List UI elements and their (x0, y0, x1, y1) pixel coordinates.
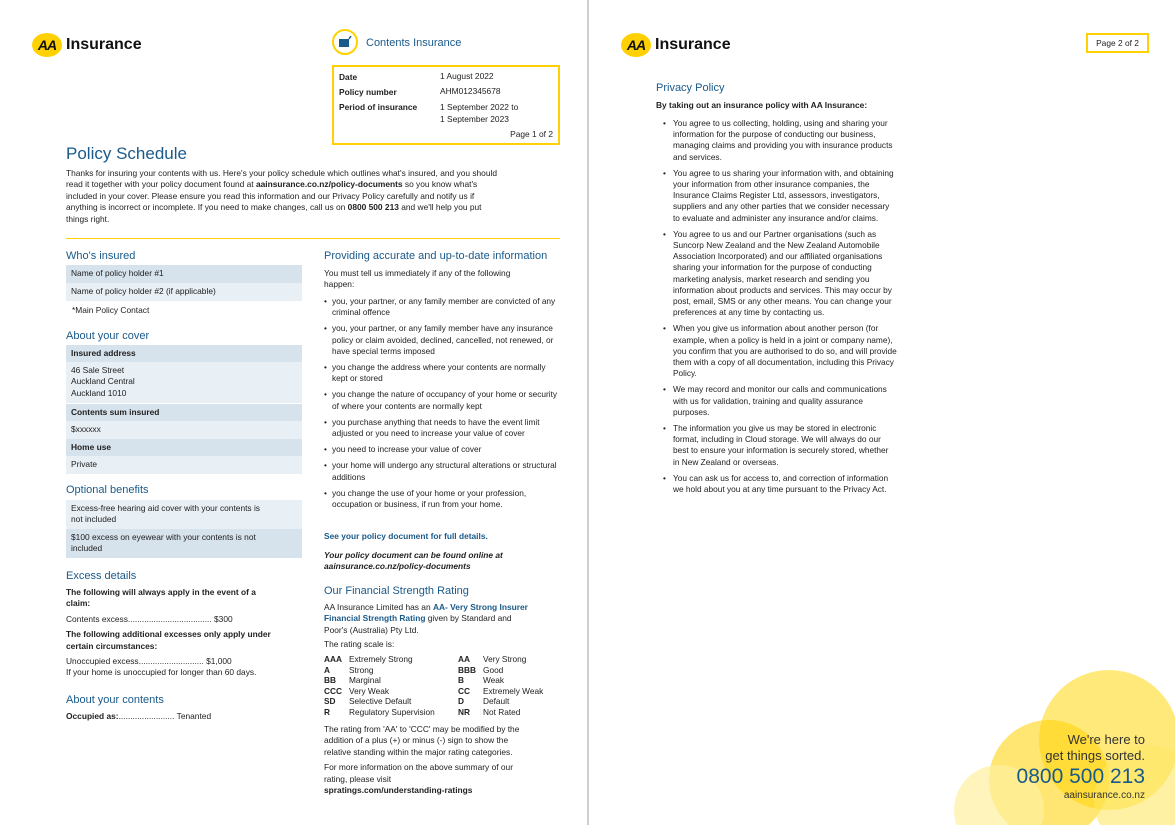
period-start: 1 September 2022 to (440, 102, 519, 112)
page-1 (0, 0, 587, 825)
policy-number-label: Policy number (339, 87, 397, 97)
list-item: • you change the address where your contents are normally kept or stored (324, 362, 562, 384)
promo-phone[interactable]: 0800 500 213 (1016, 765, 1145, 788)
rating-row: D Default (458, 696, 510, 707)
intro-paragraph: Thanks for insuring your contents with us. Here's your policy schedule which outlines what's insured, and you should read it together with your policy document found at aainsurance.co.nz/policy-documents so you know what's included in your cover. Please ensure you read this information and our Privacy Policy carefully and notify us if anything is incorrect or incomplete. If you need to make changes, call us on 0800 500 213 and we'll help you put things right. (66, 168, 498, 224)
page-title: Policy Schedule (66, 144, 187, 163)
date-label: Date (339, 72, 358, 82)
online-note: Your policy document can be found online at aainsurance.co.nz/policy-documents (324, 550, 503, 572)
hearing-aid-benefit: Excess-free hearing aid cover with your contents is not included (66, 500, 302, 529)
policy-holder-1: Name of policy holder #1 (66, 265, 302, 283)
policy-docs-link[interactable]: aainsurance.co.nz/policy-documents (255, 179, 403, 190)
list-item: • We may record and monitor our calls and communications with us for validation, training and quality assurance purposes. (665, 384, 897, 418)
contents-icon (332, 29, 358, 55)
rating-modifier-note: The rating from 'AA' to 'CCC' may be modified by the addition of a plus (+) or minus (-) sign to show the relative standing within the major rating categories. For more information on the above summary of our rating, please visit spratings.com/understanding-ratings (324, 724, 564, 796)
promo-website[interactable]: aainsurance.co.nz (1063, 790, 1145, 801)
period-label: Period of insurance (339, 102, 418, 112)
occupied-as: Occupied as:........................ Tenanted (66, 711, 212, 721)
home-use-value: Private (66, 456, 302, 474)
list-item: • you change the use of your home or your profession, occupation or business, if run from your home. (324, 488, 562, 510)
list-item: • you need to increase your value of cover (324, 444, 562, 455)
whos-insured-heading: Who's insured (66, 250, 136, 262)
logo-text: Insurance (655, 36, 731, 53)
rating-row: A Strong (324, 664, 374, 675)
eyewear-benefit: $100 excess on eyewear with your contents is not included (66, 529, 302, 558)
rating-heading: Our Financial Strength Rating (324, 585, 469, 597)
list-item: • You agree to us and our Partner organisations (such as Suncorp New Zealand and the New Zealand Automobile Association Incorporated) and our affiliated organisations sharing your information for the purpose of conducting marketing analysis, market research and sending you information about products and services. This may occur by post, email, SMS or any other means. You can change your preferences at any time by contacting us. (665, 229, 897, 319)
page-number: Page 2 of 2 (1086, 33, 1149, 53)
logo-text: Insurance (66, 36, 142, 53)
about-cover-heading: About your cover (66, 330, 150, 342)
aa-logo-mark: AA (621, 33, 651, 57)
date-value: 1 August 2022 (440, 71, 494, 81)
policy-number-value: AHM012345678 (440, 86, 501, 96)
product-name: Contents Insurance (366, 37, 462, 49)
section-rule (66, 238, 560, 239)
unoccupied-excess: Unoccupied excess............................ $1,000 (66, 656, 232, 667)
rating-row: AA Very Strong (458, 654, 527, 664)
list-item: • The information you give us may be stored in electronic format, including in Cloud storage. We will always do our best to ensure your information is securely stored, whether in New Zealand or overseas. (665, 423, 897, 468)
rating-row: BB Marginal (324, 675, 381, 686)
accurate-info-heading: Providing accurate and up-to-date information (324, 250, 548, 262)
ratings-link[interactable]: spratings.com/understanding-ratings (324, 785, 473, 796)
excess-details: The following will always apply in the event of a claim: Contents excess.................................... $300 The following additional excesses only apply under certain circumstances: Unoccupied excess............................ $1,000 If your home is unoccupied for longer than 60 days. (66, 587, 302, 679)
page-number: Page 1 of 2 (510, 129, 553, 139)
about-contents-heading: About your contents (66, 694, 164, 706)
see-policy-link[interactable]: See your policy document for full details. (324, 531, 488, 541)
rating-paragraph: AA Insurance Limited has an AA- Very Strong Insurer Financial Strength Rating given by Standard and Poor's (Australia) Pty Ltd. The rating scale is: (324, 602, 528, 650)
rating-row: NR Not Rated (458, 706, 521, 717)
list-item: • you change the nature of occupancy of your home or security of where your contents are normally kept (324, 389, 562, 411)
privacy-heading: Privacy Policy (656, 82, 725, 94)
insured-address-label: Insured address (66, 345, 302, 362)
rating-row: R Regulatory Supervision (324, 706, 435, 717)
phone-link[interactable]: 0800 500 213 (347, 202, 399, 213)
rating-row: AAA Extremely Strong (324, 654, 413, 664)
privacy-list (665, 118, 897, 500)
list-item: • your home will undergo any structural alterations or structural additions (324, 460, 562, 482)
list-item: • you, your partner, or any family member have any insurance policy or claim avoided, declined, cancelled, not renewed, or have special terms imposed (324, 323, 562, 357)
policy-details-box (332, 65, 560, 145)
sum-insured-value: $xxxxxx (66, 421, 302, 439)
policy-holder-2: Name of policy holder #2 (if applicable) (66, 283, 302, 301)
contents-excess: Contents excess.................................... $300 (66, 613, 233, 624)
period-end: 1 September 2023 (440, 114, 509, 124)
accurate-intro: You must tell us immediately if any of the following happen: (324, 268, 511, 290)
aa-logo-mark: AA (32, 33, 62, 57)
sum-insured-label: Contents sum insured (66, 404, 302, 421)
privacy-lead: By taking out an insurance policy with AA Insurance: (656, 100, 868, 110)
list-item: • you, your partner, or any family member are convicted of any criminal offence (324, 296, 562, 318)
home-use-label: Home use (66, 439, 302, 456)
insured-address-value: 46 Sale Street Auckland Central Auckland 1010 (66, 362, 302, 403)
list-item: • You agree to us collecting, holding, using and sharing your information for the purpose of conducting our business, managing claims and providing you with insurance products and services. (665, 118, 897, 163)
list-item: • You can ask us for access to, and correction of information we hold about you at any time pursuant to the Privacy Act. (665, 473, 897, 495)
rating-row: CC Extremely Weak (458, 685, 544, 696)
brand-logo (621, 33, 731, 57)
list-item: • you purchase anything that needs to have the event limit adjusted or you need to increase your value of cover (324, 417, 562, 439)
rating-scale-right (458, 654, 546, 718)
main-contact-note: *Main Policy Contact (72, 305, 150, 315)
list-item: • You agree to us sharing your information with, and obtaining your information from other insurance companies, the Insurance Claims Register Ltd, assessors, investigators, suppliers and any other parties that we consider necessary to evaluate and administer any insurance and/or claims. (665, 168, 897, 224)
optional-benefits-heading: Optional benefits (66, 484, 149, 496)
brand-logo (32, 33, 142, 57)
rating-row: B Weak (458, 675, 505, 686)
rating-scale-left (324, 654, 438, 718)
rating-row: SD Selective Default (324, 696, 412, 707)
rating-row: BBB Good (458, 664, 504, 675)
rating-row: CCC Very Weak (324, 685, 389, 696)
accurate-info-list (324, 296, 562, 515)
excess-details-heading: Excess details (66, 570, 137, 582)
list-item: • When you give us information about another person (for example, when a policy is held in a joint or company name), you confirm that you are authorised to do so, and will provide them with a copy of all documentation, including this Privacy Policy. (665, 323, 897, 379)
promo-block: We're here to get things sorted. 0800 500 213 aainsurance.co.nz (1016, 732, 1145, 801)
